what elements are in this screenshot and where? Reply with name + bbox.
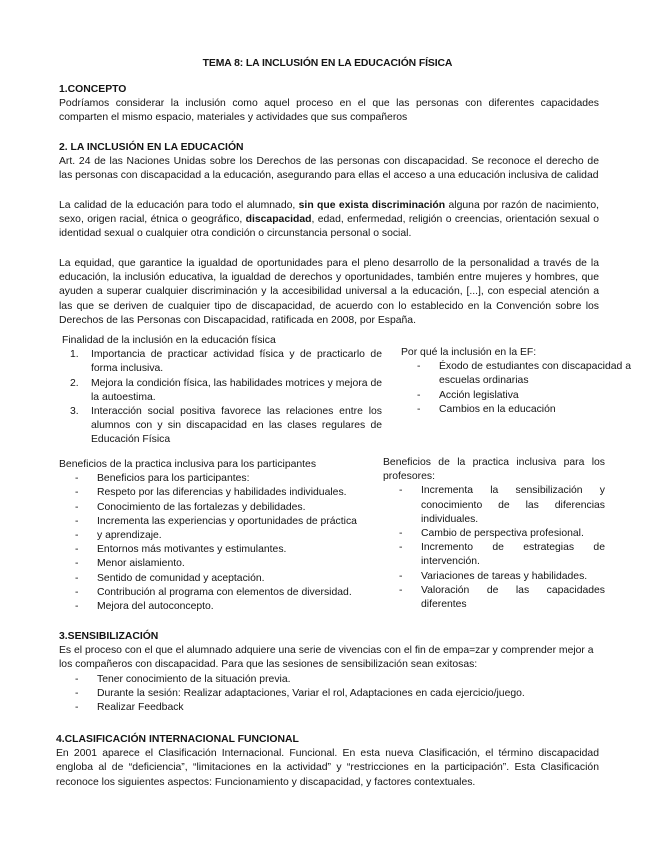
paragraph: Podríamos considerar la inclusión como aquel proceso en el que las personas con diferentes capacidades comparten el mismo espacio, materiales y actividades que sus compañeros: [59, 98, 599, 124]
text-run: alguna por razón de nacimiento, sexo, origen racial, étnica o geográfico,: [59, 200, 599, 226]
list-item-text: Variaciones de tareas y habilidades.: [421, 570, 588, 582]
paragraph: La equidad, que garantice la igualdad de oportunidades para el pleno desarrollo de la personalidad a través de la educación, la inclusión educativa, la igualdad de derechos y oportunidades, también entre mujeres y hombres, que ayuden a superar cualquier discriminación y la accesibilidad universal a la educación, [...], con especial atención a las que se deriven de cualquier tipo de discapacidad, de acuerdo con lo establecido en la Convención sobre los Derechos de las Personas con Discapacidad, ratificada en 2008, por España.: [59, 258, 599, 326]
list-item-text: Menor aislamiento.: [97, 558, 185, 570]
section-concepto: [59, 83, 599, 126]
list-item-text: Realizar Feedback: [97, 702, 184, 714]
list-item: [59, 472, 377, 486]
list-item: [59, 501, 377, 515]
list-item-text: Valoración de las capacidades diferentes: [421, 584, 605, 611]
dash-bullet: -: [399, 542, 403, 554]
dash-bullet: -: [75, 687, 79, 699]
list-item-text: Mejora del autoconcepto.: [97, 601, 214, 613]
list-item-text: Mejora la condición física, las habilidades motrices y mejora de la autoestima.: [91, 377, 382, 403]
paragraph: [59, 199, 599, 242]
list-item-text: Interacción social positiva favorece las relaciones entre los alumnos con y sin discapacidad en las clases regulares de Educación Física: [91, 406, 382, 446]
section-subheading: Finalidad de la inclusión en la educación física: [62, 335, 276, 346]
list-item-text: Cambio de perspectiva profesional.: [421, 528, 584, 540]
dash-bullet: -: [75, 530, 79, 542]
list-item: [401, 403, 631, 417]
text-run: , edad, enfermedad, religión o creencias, orientación sexual o identidad sexual o cualquier otra condición o circunstancia personal o social.: [59, 214, 599, 240]
beneficios-profesores-section: [383, 456, 605, 612]
emphasis: discapacidad: [245, 214, 312, 226]
list-item: [59, 515, 377, 529]
porque-list: [401, 360, 631, 417]
text-run: La calidad de la educación para todo el alumnado,: [59, 200, 299, 211]
list-item: [59, 600, 377, 614]
list-item: [383, 541, 605, 569]
list-item: [59, 701, 605, 715]
list-item: [59, 529, 377, 543]
dash-bullet: -: [399, 528, 403, 540]
dash-bullet: -: [75, 487, 79, 499]
section-heading: 3.SENSIBILIZACIÓN: [59, 631, 159, 642]
list-item: [401, 389, 631, 403]
list-item-text: Acción legislativa: [439, 389, 519, 401]
dash-bullet: -: [399, 485, 403, 497]
dash-bullet: -: [417, 361, 421, 373]
paragraph-calidad: [59, 199, 599, 242]
dash-bullet: -: [417, 403, 421, 415]
list-item-text: Contribución al programa con elementos de diversidad.: [97, 586, 352, 598]
beneficios-profesores-list: [383, 484, 605, 612]
list-item-text: Respeto por las diferencias y habilidades individuales.: [97, 487, 347, 499]
list-item-text: Incrementa la sensibilización y conocimiento de las diferencias individuales.: [421, 485, 605, 525]
beneficios-participantes-section: [59, 458, 377, 614]
list-number: 2.: [70, 377, 79, 389]
list-number: 3.: [70, 406, 79, 418]
section-heading: 1.CONCEPTO: [59, 84, 127, 95]
list-item-text: Beneficios para los participantes:: [97, 473, 250, 485]
list-item-text: Éxodo de estudiantes con discapacidad a escuelas ordinarias: [439, 361, 631, 387]
dash-bullet: -: [75, 558, 79, 570]
list-item: [59, 486, 377, 500]
sensibilizacion-list: [59, 673, 605, 716]
list-item: [383, 584, 605, 612]
dash-bullet: -: [75, 702, 79, 714]
list-item-text: Incremento de estrategias de intervención.: [421, 542, 605, 568]
list-item-text: Durante la sesión: Realizar adaptaciones, Variar el rol, Adaptaciones en cada ejercicio/juego.: [97, 687, 525, 699]
list-item: [62, 348, 382, 376]
dash-bullet: -: [75, 544, 79, 556]
list-item: [59, 687, 605, 701]
list-item-text: Importancia de practicar actividad física y de practicarlo de forma inclusiva.: [91, 349, 382, 375]
list-number: 1.: [70, 349, 79, 361]
section-subheading: Beneficios de la practica inclusiva para los profesores:: [383, 457, 605, 483]
section-subheading: Por qué la inclusión en la EF:: [401, 347, 537, 358]
dash-bullet: -: [75, 572, 79, 584]
dash-bullet: -: [399, 570, 403, 582]
dash-bullet: -: [75, 473, 79, 485]
list-item: [59, 673, 605, 687]
dash-bullet: -: [75, 601, 79, 613]
list-item: [62, 377, 382, 405]
list-item: [383, 527, 605, 541]
section-sensibilizacion: [59, 630, 605, 715]
finalidad-section: [62, 334, 382, 448]
section-subheading: Beneficios de la practica inclusiva para los participantes: [59, 459, 317, 470]
emphasis: sin que exista discriminación: [298, 200, 446, 211]
paragraph-equidad: [59, 257, 599, 328]
list-item: [383, 570, 605, 584]
section-heading: 2. LA INCLUSIÓN EN LA EDUCACIÓN: [59, 142, 244, 153]
list-item-text: Entornos más motivantes y estimulantes.: [97, 544, 287, 556]
document-title: TEMA 8: LA INCLUSIÓN EN LA EDUCACIÓN FÍSICA: [202, 58, 453, 69]
list-item: [59, 586, 377, 600]
dash-bullet: -: [75, 673, 79, 685]
list-item: [59, 572, 377, 586]
section-clasificacion: [56, 733, 599, 790]
paragraph: En 2001 aparece el Clasificación Internacional. Funcional. En esta nueva Clasificación, el término discapacidad engloba al de “deficiencia”, “limitaciones en la actividad” y “restricciones en la participación”. Esta Clasificación reconoce los siguientes aspectos: Funcionamiento y discapacidad, y factores contextuales.: [56, 748, 599, 788]
list-item: [62, 405, 382, 448]
list-item: [401, 360, 631, 388]
list-item: [383, 484, 605, 527]
finalidad-list: [62, 348, 382, 447]
paragraph: Es el proceso con el que el alumnado adquiere una serie de vivencias con el fin de empa=zar y comprender mejor a los compañeros con discapacidad. Para que las sesiones de sensibilización sean exitosas:: [59, 645, 594, 671]
list-item: [59, 557, 377, 571]
dash-bullet: -: [75, 586, 79, 598]
section-heading: 4.CLASIFICACIÓN INTERNACIONAL FUNCIONAL: [56, 734, 299, 745]
dash-bullet: -: [417, 389, 421, 401]
list-item-text: Sentido de comunidad y aceptación.: [97, 572, 265, 584]
porque-section: [401, 346, 631, 417]
list-item-text: Tener conocimiento de la situación previa.: [97, 673, 291, 685]
list-item-text: y aprendizaje.: [97, 530, 162, 542]
list-item-text: Incrementa las experiencias y oportunidades de práctica: [97, 515, 357, 527]
paragraph: Art. 24 de las Naciones Unidas sobre los Derechos de las personas con discapacidad. Se reconoce el derecho de las personas con discapacidad a la educación, asegurando para ellas el acceso a una educación inclusiva de calidad: [59, 156, 599, 182]
dash-bullet: -: [75, 501, 79, 513]
list-item: [59, 543, 377, 557]
list-item-text: Cambios en la educación: [439, 403, 556, 415]
dash-bullet: -: [75, 515, 79, 527]
beneficios-participantes-list: [59, 472, 377, 614]
section-inclusion-educacion: [59, 141, 599, 184]
list-item-text: Conocimiento de las fortalezas y debilidades.: [97, 501, 306, 513]
dash-bullet: -: [399, 584, 403, 596]
